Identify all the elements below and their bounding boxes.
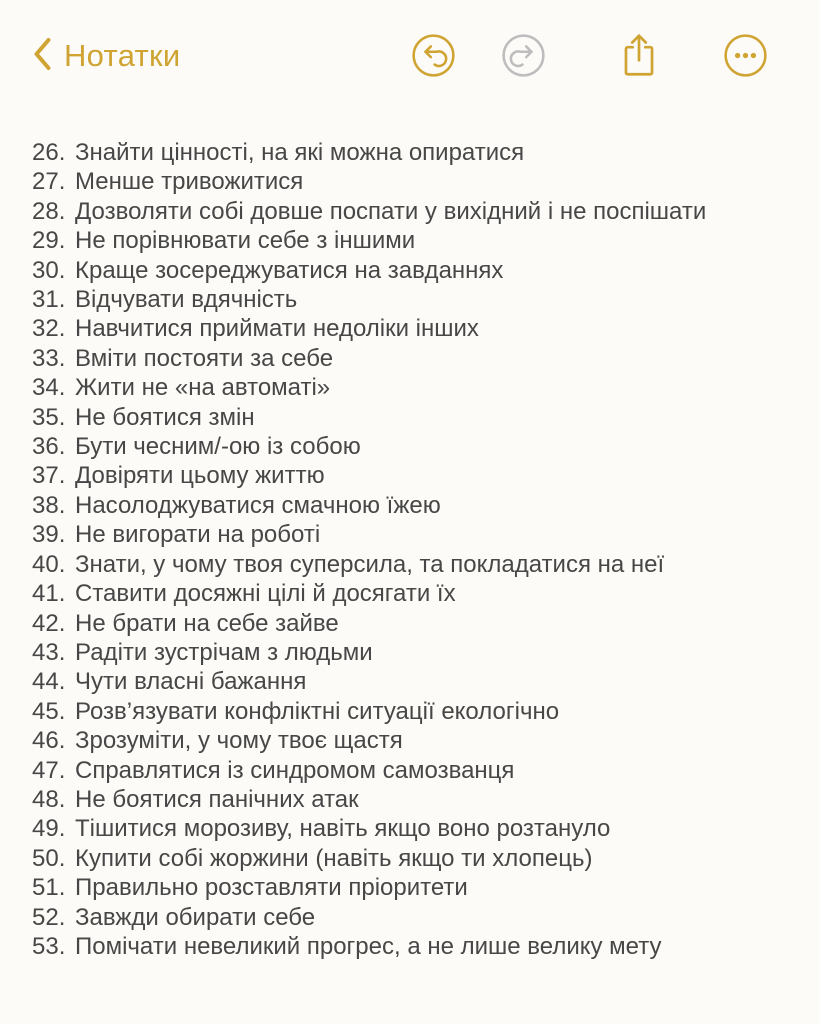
list-item [32, 344, 787, 373]
list-item-text: Ставити досяжні цілі й досягати їх [75, 580, 456, 608]
list-item [32, 461, 787, 490]
list-item-text: Менше тривожитися [75, 168, 304, 196]
note-content[interactable] [0, 138, 819, 961]
list-item [32, 550, 787, 579]
list-item-number: 47. [32, 756, 66, 784]
list-item-text: Не боятися змін [75, 403, 255, 431]
list-item [32, 138, 787, 167]
list-item-text: Чути власні бажання [75, 668, 307, 696]
list-item-text: Розв’язувати конфліктні ситуації екологічно [75, 697, 560, 725]
list-item-text: Купити собі жоржини (навіть якщо ти хлопець) [75, 844, 593, 872]
list-item [32, 197, 787, 226]
list-item [32, 638, 787, 667]
list-item [32, 903, 787, 932]
list-item-number: 52. [32, 903, 66, 931]
list-item [32, 403, 787, 432]
list-item-number: 26. [32, 139, 66, 166]
list-item-number: 30. [32, 256, 66, 284]
list-item-text: Навчитися приймати недоліки інших [75, 315, 479, 343]
list-item [32, 873, 787, 902]
redo-button[interactable] [500, 30, 547, 80]
list-item-text: Знайти цінності, на які можна опиратися [75, 139, 525, 166]
list-item [32, 726, 787, 755]
list-item-text: Бути чесним/-ою із собою [75, 433, 361, 461]
list-item-number: 41. [32, 580, 66, 608]
list-item-number: 32. [32, 315, 66, 343]
list-item-text: Насолоджуватися смачною їжею [75, 491, 441, 519]
list-item-number: 42. [32, 609, 66, 637]
list-item-number: 49. [32, 815, 66, 843]
list-item [32, 756, 787, 785]
list-item [32, 226, 787, 255]
list-item-number: 51. [32, 874, 66, 902]
list-item [32, 785, 787, 814]
list-item [32, 579, 787, 608]
list-item-number: 50. [32, 844, 66, 872]
list-item [32, 491, 787, 520]
nav-bar [0, 0, 819, 96]
list-item-text: Не порівнювати себе з іншими [75, 227, 416, 255]
more-icon [722, 32, 769, 79]
list-item-number: 53. [32, 932, 66, 960]
back-button-label: Нотатки [64, 37, 181, 73]
list-item-number: 43. [32, 638, 66, 666]
list-item-text: Вміти постояти за себе [75, 344, 334, 372]
list-item [32, 609, 787, 638]
list-item-number: 29. [32, 227, 66, 255]
list-item-text: Радіти зустрічам з людьми [75, 638, 373, 666]
list-item-text: Відчувати вдячність [75, 286, 298, 314]
list-item-number: 46. [32, 727, 66, 755]
list-item-text: Не брати на себе зайве [75, 609, 339, 637]
back-button[interactable] [32, 37, 181, 74]
list-item-number: 31. [32, 286, 66, 314]
list-item-number: 33. [32, 344, 66, 372]
list-item-number: 34. [32, 374, 66, 402]
list-item-text: Помічати невеликий прогрес, а не лише велику мету [75, 932, 662, 960]
list-item [32, 844, 787, 873]
list-item-text: Завжди обирати себе [75, 903, 316, 931]
nav-actions [410, 30, 769, 80]
list-item-text: Правильно розставляти пріоритети [75, 874, 468, 902]
list-item-text: Знати, у чому твоя суперсила, та покладатися на неї [75, 550, 665, 578]
undo-icon [410, 32, 457, 79]
list-item-text: Справлятися із синдромом самозванця [75, 756, 515, 784]
list-item [32, 314, 787, 343]
share-button[interactable] [615, 30, 662, 80]
list-item-number: 48. [32, 785, 66, 813]
list-item-text: Краще зосереджуватися на завданнях [75, 256, 504, 284]
list-item-number: 39. [32, 521, 66, 549]
list-item-text: Зрозуміти, у чому твоє щастя [75, 727, 403, 755]
list-item [32, 697, 787, 726]
list-item [32, 285, 787, 314]
redo-icon [500, 32, 547, 79]
undo-button[interactable] [410, 30, 457, 80]
list-item-number: 35. [32, 403, 66, 431]
list-item-text: Тішитися морозиву, навіть якщо воно розтануло [75, 815, 611, 843]
list-item-text: Довіряти цьому життю [75, 462, 325, 490]
list-item-text: Не боятися панічних атак [75, 785, 359, 813]
back-chevron-icon [32, 37, 52, 74]
list-item-number: 44. [32, 668, 66, 696]
list-item-text: Дозволяти собі довше поспати у вихідний і не поспішати [75, 197, 707, 225]
list-item-number: 40. [32, 550, 66, 578]
list-item [32, 667, 787, 696]
list-item-text: Не вигорати на роботі [75, 521, 321, 549]
list-item-number: 37. [32, 462, 66, 490]
list-item [32, 932, 787, 961]
list-item-number: 36. [32, 433, 66, 461]
list-item [32, 373, 787, 402]
list-item-number: 28. [32, 197, 66, 225]
more-button[interactable] [722, 30, 769, 80]
list-item [32, 814, 787, 843]
list-item [32, 256, 787, 285]
list-item-number: 45. [32, 697, 66, 725]
list-item [32, 520, 787, 549]
share-icon [616, 30, 662, 80]
list-item-number: 38. [32, 491, 66, 519]
list-item [32, 167, 787, 196]
list-item-number: 27. [32, 168, 66, 196]
list-item [32, 432, 787, 461]
list-item-text: Жити не «на автоматі» [75, 374, 331, 402]
